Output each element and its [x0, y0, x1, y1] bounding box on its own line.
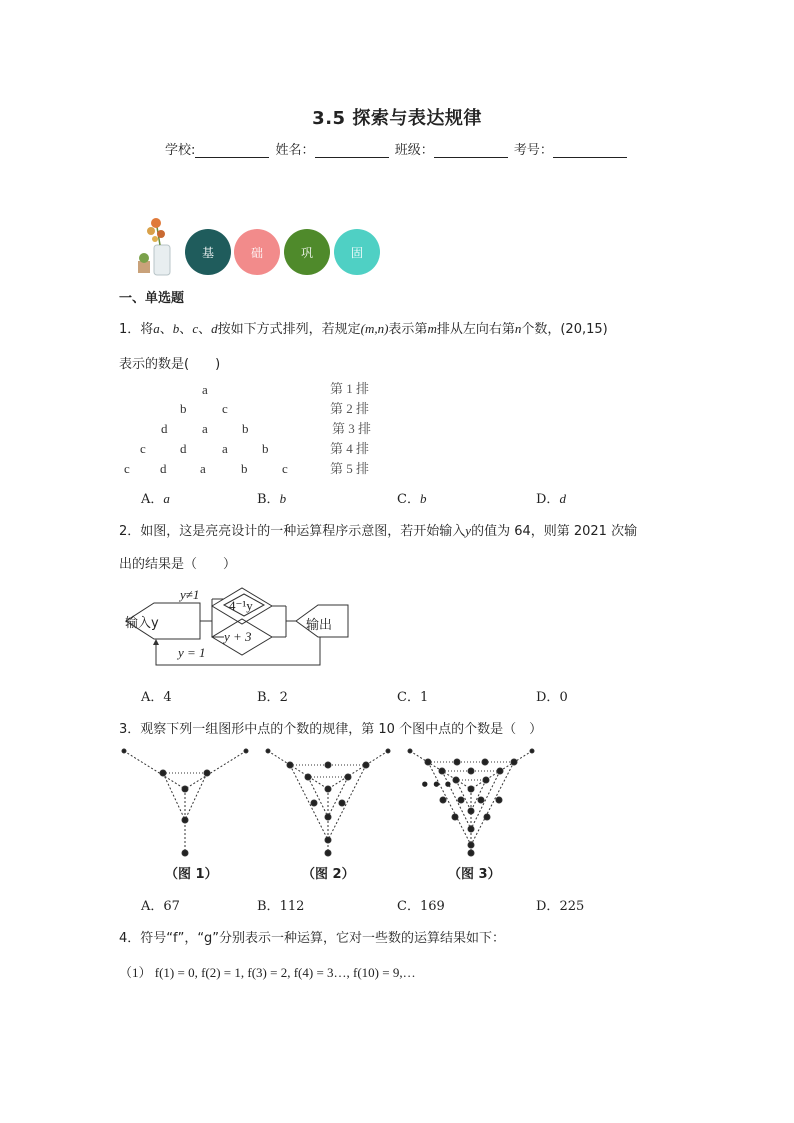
- tri-letter: d: [161, 421, 168, 436]
- option-value: 112: [279, 899, 305, 914]
- q1-row-labels: [330, 378, 390, 478]
- option-label: B．: [257, 492, 280, 507]
- tri-letter: c: [282, 461, 288, 476]
- q3-option-a[interactable]: [141, 895, 180, 914]
- q1-var-n: n: [514, 321, 522, 336]
- number-blank: [553, 144, 627, 158]
- q3-ellipsis: •••: [420, 776, 455, 794]
- q1-mn: (m,n): [360, 321, 389, 336]
- q3-option-d[interactable]: [536, 895, 584, 914]
- q1-option-a[interactable]: [141, 488, 170, 507]
- q1-var-c: c: [192, 321, 199, 336]
- q1-option-c[interactable]: [397, 488, 426, 507]
- q2-var-y: y: [465, 523, 472, 538]
- tri-letter: b: [262, 441, 269, 456]
- option-label: A．: [141, 690, 164, 705]
- q2-text-line2: 出的结果是（ ）: [119, 557, 237, 572]
- q3-figure-1: [122, 749, 248, 856]
- q1-text-line2: 表示的数是( ): [119, 357, 221, 372]
- q2-input-label: 输入y: [125, 616, 159, 631]
- q1-text-a: 1．将: [119, 322, 154, 337]
- q4-text: 4．符号“f”，“g”分别表示一种运算，它对一些数的运算结果如下：: [119, 931, 506, 946]
- q2-cond-bottom: y = 1: [178, 645, 206, 660]
- option-label: B．: [257, 899, 280, 914]
- q1-option-b[interactable]: [257, 488, 286, 507]
- q3-option-b[interactable]: [257, 895, 304, 914]
- option-label: D．: [536, 690, 560, 705]
- name-blank: [315, 144, 389, 158]
- option-label: D．: [536, 492, 560, 507]
- banner-circle-2: [234, 229, 280, 275]
- option-label: B．: [257, 690, 280, 705]
- q1-var-d: d: [211, 321, 218, 336]
- q1-sep: 、: [198, 322, 212, 337]
- row-label: 第 2 排: [330, 401, 370, 416]
- option-value: 67: [163, 899, 180, 914]
- tri-letter: c: [140, 441, 146, 456]
- q1-text-b: 按如下方式排列，若规定: [217, 322, 361, 337]
- option-value: a: [163, 491, 170, 506]
- option-value: b: [419, 491, 427, 506]
- tri-letter: a: [200, 461, 206, 476]
- option-value: d: [559, 491, 566, 506]
- banner-circle-4: [334, 229, 380, 275]
- tri-letter: a: [202, 382, 208, 397]
- option-value: 2: [279, 690, 288, 705]
- q4-sub1: （1） f(1) = 0, f(2) = 1, f(3) = 2, f(4) = 3…, f(10) = 9,…: [119, 965, 416, 980]
- option-value: 4: [163, 690, 172, 705]
- banner-char-2: 础: [250, 245, 263, 260]
- q3-figure-1-caption: （图 1）: [165, 867, 218, 882]
- row-label: 第 5 排: [330, 461, 370, 476]
- row-label: 第 4 排: [330, 441, 370, 456]
- q3-figure-3-caption: （图 3）: [448, 867, 501, 882]
- tri-letter: d: [160, 461, 167, 476]
- q1-var-b: b: [172, 321, 180, 336]
- student-info-line: [165, 139, 629, 158]
- plant-vase-icon: [134, 215, 174, 277]
- tri-letter: a: [202, 421, 208, 436]
- tri-letter: d: [180, 441, 187, 456]
- number-label: 考号：: [513, 143, 553, 158]
- q2-op-bottom: y + 3: [224, 629, 252, 644]
- q2-option-c[interactable]: [397, 686, 428, 705]
- q2-output-label: 输出: [306, 618, 333, 633]
- row-label: 第 1 排: [330, 381, 370, 396]
- q1-text-line1: [119, 318, 608, 337]
- class-blank: [434, 144, 508, 158]
- tri-letter: b: [242, 421, 249, 436]
- q1-text-e: 个数，: [521, 322, 561, 337]
- tri-letter: b: [241, 461, 248, 476]
- banner-char-3: 巩: [300, 245, 313, 260]
- q1-text-c: 表示第: [388, 322, 428, 337]
- option-label: C．: [397, 492, 420, 507]
- option-value: 1: [419, 690, 429, 705]
- banner-char-1: 基: [201, 245, 214, 260]
- q1-option-d[interactable]: [536, 488, 566, 507]
- q2-option-b[interactable]: [257, 686, 288, 705]
- q2-cond-top: y≠1: [180, 587, 200, 602]
- option-label: D．: [536, 899, 560, 914]
- tri-letter: c: [124, 461, 130, 476]
- q1-var-m: m: [427, 321, 437, 336]
- tri-letter: a: [222, 441, 228, 456]
- q3-figures: [118, 745, 578, 860]
- option-value: 169: [419, 899, 445, 914]
- q1-text-d: 排从左向右第: [436, 322, 515, 337]
- option-value: b: [279, 491, 287, 506]
- q3-figure-2: [266, 749, 390, 856]
- option-label: A．: [141, 492, 164, 507]
- option-label: A．: [141, 899, 164, 914]
- q3-text: 3．观察下列一组图形中点的个数的规律，第 10 个图中点的个数是（ ）: [119, 722, 543, 737]
- q1-var-a: a: [153, 321, 160, 336]
- name-label: 姓名：: [275, 143, 315, 158]
- q2-op-top: 4⁻¹y: [229, 598, 253, 613]
- q3-figure-3: [408, 749, 534, 856]
- tri-letter: c: [222, 401, 228, 416]
- q2-text-b: 的值为 64，则第 2021 次输: [471, 524, 638, 539]
- page-title: 3.5 探索与表达规律: [312, 108, 482, 129]
- school-blank: [195, 144, 269, 158]
- banner-circle-3: [284, 229, 330, 275]
- q1-sep: 、: [179, 322, 193, 337]
- banner-circle-1: [185, 229, 231, 275]
- school-label: 学校:: [165, 143, 196, 158]
- tri-letter: b: [180, 401, 187, 416]
- option-value: 0: [559, 690, 568, 705]
- option-label: C．: [397, 690, 420, 705]
- q1-pair: (20,15): [560, 322, 608, 337]
- q3-figure-2-caption: （图 2）: [302, 867, 355, 882]
- q2-option-d[interactable]: [536, 686, 568, 705]
- q1-letter-triangle: [120, 380, 300, 480]
- option-value: 225: [559, 899, 585, 914]
- q2-text-a: 2．如图，这是亮亮设计的一种运算程序示意图，若开始输入: [119, 524, 466, 539]
- option-label: C．: [397, 899, 420, 914]
- class-label: 班级：: [394, 143, 434, 158]
- banner-char-4: 固: [350, 245, 363, 260]
- q2-option-a[interactable]: [141, 686, 172, 705]
- q3-option-c[interactable]: [397, 895, 445, 914]
- q1-sep: 、: [159, 322, 173, 337]
- q2-text-line1: [119, 520, 637, 539]
- section-heading: 一、单选题: [119, 291, 185, 306]
- row-label: 第 3 排: [332, 421, 372, 436]
